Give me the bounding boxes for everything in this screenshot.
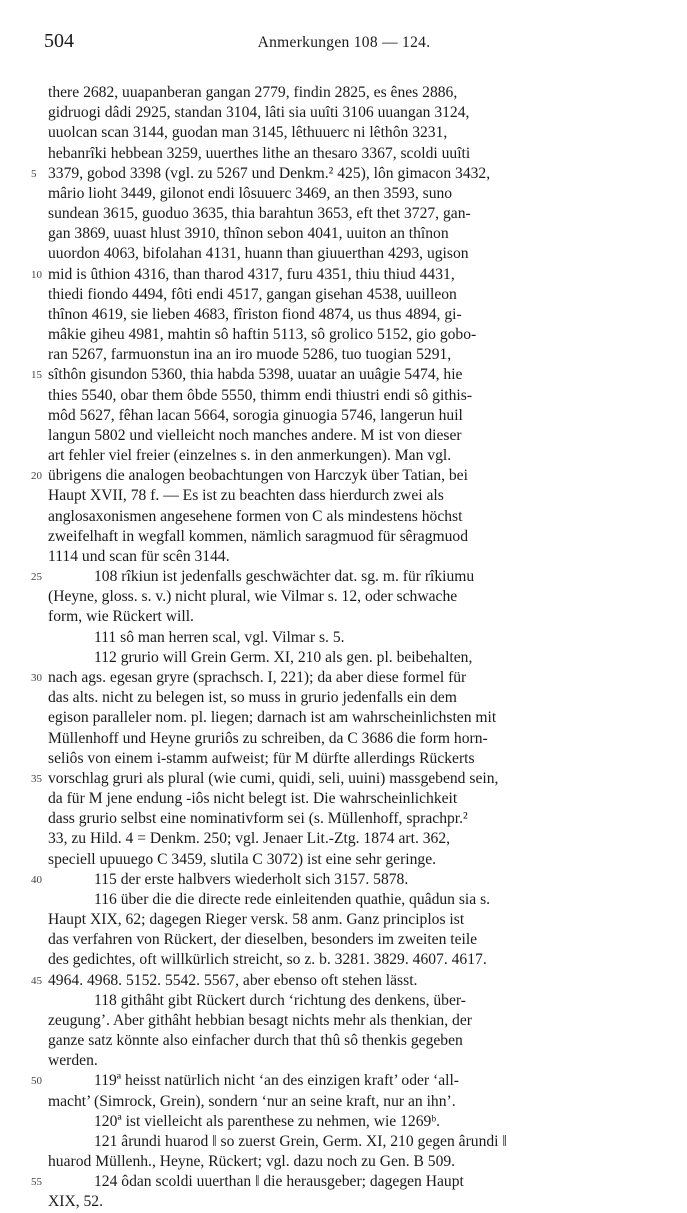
line-text: ganze satz könnte also einfacher durch that thû sô thenkis gegeben xyxy=(48,1032,463,1050)
line-text: 112 grurio will Grein Germ. XI, 210 als gen. pl. beibehalten, xyxy=(94,648,473,666)
line-text: hebanrîki hebbean 3259, uuerthes lithe an thesaro 3367, scoldi uuîti xyxy=(48,144,471,162)
text-line xyxy=(48,587,644,607)
text-line xyxy=(48,244,644,264)
page-header xyxy=(44,30,644,56)
line-text: des gedichtes, oft willkürlich streicht, so z. b. 3281. 3829. 4607. 4617. xyxy=(48,951,487,969)
text-line xyxy=(48,1092,644,1112)
line-number: 40 xyxy=(31,873,42,886)
line-number: 45 xyxy=(31,974,42,987)
line-text: thînon 4619, sie lieben 4683, fîriston fiond 4874, us thus 4894, gi- xyxy=(48,305,462,323)
line-text: egison paralleler nom. pl. liegen; darnach ist am wahrscheinlichsten mit xyxy=(48,709,497,727)
text-line xyxy=(48,345,644,365)
line-number: 10 xyxy=(31,268,42,281)
text-line xyxy=(31,769,644,789)
line-text: form, wie Rückert will. xyxy=(48,608,194,626)
line-text: werden. xyxy=(48,1052,98,1070)
text-line xyxy=(48,1051,644,1071)
line-text: 3379, gobod 3398 (vgl. zu 5267 und Denkm.² 425), lôn gimacon 3432, xyxy=(48,164,491,182)
text-line xyxy=(48,527,644,547)
text-line xyxy=(48,688,644,708)
line-text: gidruogi dâdi 2925, standan 3104, lâti sia uuîti 3106 uuangan 3124, xyxy=(48,104,470,122)
text-line xyxy=(48,486,644,506)
line-text: dass grurio selbst eine nominativform sei (s. Müllenhoff, sprachpr.² xyxy=(48,810,468,828)
text-line xyxy=(48,749,644,769)
text-line xyxy=(48,224,644,244)
text-line xyxy=(31,164,644,184)
line-text: 33, zu Hild. 4 = Denkm. 250; vgl. Jenaer Lit.-Ztg. 1874 art. 362, xyxy=(48,830,451,848)
line-text: Haupt XVII, 78 f. — Es ist zu beachten dass hierdurch zwei als xyxy=(48,487,444,505)
line-text: ran 5267, farmuonstun ina an iro muode 5286, tuo tuogian 5291, xyxy=(48,346,452,364)
line-text: XIX, 52. xyxy=(48,1193,104,1211)
text-line xyxy=(31,365,644,385)
text-line xyxy=(48,144,644,164)
text-line xyxy=(48,386,644,406)
line-text: vorschlag gruri als plural (wie cumi, quidi, seli, uuini) massgebend sein, xyxy=(48,769,499,787)
text-line xyxy=(48,809,644,829)
line-number: 50 xyxy=(31,1075,42,1088)
line-text: art fehler viel freier (einzelnes s. in den anmerkungen). Man vgl. xyxy=(48,447,452,465)
line-text: thies 5540, obar them ôbde 5550, thimm endi thiustri endi sô githis- xyxy=(48,386,473,404)
text-line xyxy=(48,991,644,1011)
line-text: uuolcan scan 3144, guodan man 3145, lêthuuerc ni lêthôn 3231, xyxy=(48,124,448,142)
text-line xyxy=(48,305,644,325)
text-line xyxy=(48,950,644,970)
page-number: 504 xyxy=(44,30,74,52)
text-line xyxy=(31,265,644,285)
line-text: there 2682, uuapanberan gangan 2779, findin 2825, es ênes 2886, xyxy=(48,84,458,101)
line-text: thiedi fiondo 4494, fôti endi 4517, gangan gisehan 4538, uuilleon xyxy=(48,285,457,303)
text-line xyxy=(48,1011,644,1031)
line-text: (Heyne, gloss. s. v.) nicht plural, wie Vilmar s. 12, oder schwache xyxy=(48,588,458,606)
line-text: sundean 3615, guoduo 3635, thia barahtun 3653, eft thet 3727, gan- xyxy=(48,205,471,223)
text-line xyxy=(48,648,644,668)
line-text: uuordon 4063, bifolahan 4131, huann than giuuerthan 4293, ugison xyxy=(48,245,469,263)
line-number: 15 xyxy=(31,369,42,382)
line-text: zeugung’. Aber githâht hebbian besagt nichts mehr als thenkian, der xyxy=(48,1011,472,1029)
line-text: huarod Müllenh., Heyne, Rückert; vgl. dazu noch zu Gen. B 509. xyxy=(48,1153,456,1171)
line-text: das verfahren von Rückert, der dieselben, besonders im zweiten teile xyxy=(48,931,478,949)
text-line xyxy=(48,607,644,627)
text-line xyxy=(48,83,644,103)
line-text: sîthôn gisundon 5360, thia habda 5398, uuatar an uuâgie 5474, hie xyxy=(48,366,463,384)
line-number: 25 xyxy=(31,571,42,584)
text-line xyxy=(31,668,644,688)
text-line xyxy=(48,910,644,930)
line-text: mârio lioht 3449, gilonot endi lôsuuerc 3469, an then 3593, suno xyxy=(48,184,453,202)
text-line xyxy=(48,103,644,123)
text-line xyxy=(48,325,644,345)
text-line xyxy=(48,547,644,567)
text-line xyxy=(31,466,644,486)
text-line xyxy=(48,406,644,426)
line-number: 55 xyxy=(31,1176,42,1189)
text-line xyxy=(48,930,644,950)
text-line xyxy=(48,789,644,809)
text-line xyxy=(31,567,644,587)
line-text: übrigens die analogen beobachtungen von Harczyk über Tatian, bei xyxy=(48,467,468,485)
line-text: das alts. nicht zu belegen ist, so muss in grurio jedenfalls ein dem xyxy=(48,689,457,707)
text-line xyxy=(48,850,644,870)
text-line xyxy=(31,870,644,890)
text-line xyxy=(31,1172,644,1192)
line-text: zweifelhaft in wegfall kommen, nämlich saragmuod für sêragmuod xyxy=(48,527,469,545)
line-text: Haupt XIX, 62; dagegen Rieger versk. 58 anm. Ganz principlos ist xyxy=(48,911,465,929)
line-text: nach ags. egesan gryre (sprachsch. I, 221); da aber diese formel für xyxy=(48,668,467,686)
line-text: 108 rîkiun ist jedenfalls geschwächter dat. sg. m. für rîkiumu xyxy=(94,568,475,586)
text-line xyxy=(31,971,644,991)
line-text: langun 5802 und vielleicht noch manches andere. M ist von dieser xyxy=(48,426,462,444)
line-number: 20 xyxy=(31,470,42,483)
line-text: 4964. 4968. 5152. 5542. 5567, aber ebenso oft stehen lässt. xyxy=(48,971,418,989)
line-text: 111 sô man herren scal, vgl. Vilmar s. 5. xyxy=(94,628,345,646)
text-line xyxy=(48,1152,644,1172)
line-text: 115 der erste halbvers wiederholt sich 3157. 5878. xyxy=(94,870,409,888)
line-text: Müllenhoff und Heyne gruriôs zu schreiben, da C 3686 die form horn- xyxy=(48,729,488,747)
text-line xyxy=(48,729,644,749)
line-text: 124 ôdan scoldi uuerthan ‖ die herausgeber; dagegen Haupt xyxy=(94,1173,464,1191)
line-text: gan 3869, uuast hlust 3910, thînon sebon 4041, uuiton an thînon xyxy=(48,225,449,243)
line-number: 35 xyxy=(31,772,42,785)
line-number: 30 xyxy=(31,671,42,684)
text-line xyxy=(31,1071,644,1091)
text-line xyxy=(48,829,644,849)
line-text: 118 githâht gibt Rückert durch ‘richtung des denkens, über- xyxy=(94,991,466,1009)
line-text: mid is ûthion 4316, than tharod 4317, furu 4351, thiu thiud 4431, xyxy=(48,265,455,283)
line-text: macht’ (Simrock, Grein), sondern ‘nur an seine kraft, nur an ihn’. xyxy=(48,1092,456,1110)
text-line xyxy=(48,285,644,305)
text-line xyxy=(48,426,644,446)
body-text xyxy=(31,83,644,1213)
text-line xyxy=(48,507,644,527)
text-line xyxy=(48,1132,644,1152)
line-number: 5 xyxy=(31,167,37,180)
text-line xyxy=(48,1031,644,1051)
line-text: speciell upuuego C 3459, slutila C 3072) ist eine sehr geringe. xyxy=(48,850,437,868)
line-text: seliôs von einem i-stamm aufweist; für M dürfte allerdings Rückerts xyxy=(48,749,475,767)
line-text: mâkie giheu 4981, mahtin sô haftin 5113, sô grolico 5152, gio gobo- xyxy=(48,326,477,344)
text-line xyxy=(48,1112,644,1132)
text-line xyxy=(48,890,644,910)
running-title: Anmerkungen 108 — 124. xyxy=(257,34,431,51)
line-text: 1114 und scan für scên 3144. xyxy=(48,547,230,565)
line-text: anglosaxonismen angesehene formen von C als mindestens höchst xyxy=(48,507,463,525)
text-line xyxy=(48,184,644,204)
text-line xyxy=(48,123,644,143)
text-line xyxy=(48,1192,644,1212)
line-text: 121 ârundi huarod ‖ so zuerst Grein, Germ. XI, 210 gegen ârundi ‖ xyxy=(94,1132,507,1150)
text-line xyxy=(48,446,644,466)
text-line xyxy=(48,628,644,648)
line-text: 116 über die die directe rede einleitenden quathie, quâdun sia s. xyxy=(94,890,491,908)
line-text: môd 5627, fêhan lacan 5664, sorogia ginuogia 5746, langerun huil xyxy=(48,406,463,424)
line-text: 119ª heisst natürlich nicht ‘an des einzigen kraft’ oder ‘all- xyxy=(94,1072,459,1090)
line-text: 120ª ist vielleicht als parenthese zu nehmen, wie 1269ᵇ. xyxy=(94,1112,441,1130)
text-line xyxy=(48,708,644,728)
text-line xyxy=(48,204,644,224)
line-text: da für M jene endung -iôs nicht belegt ist. Die wahrscheinlichkeit xyxy=(48,790,458,808)
